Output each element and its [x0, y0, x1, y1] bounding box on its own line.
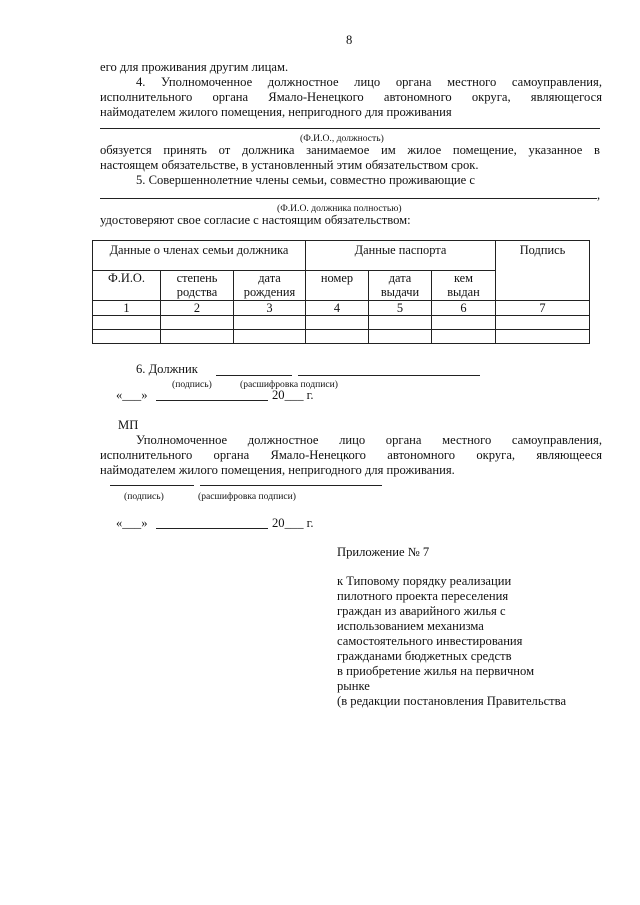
appendix-line: пилотного проекта переселения — [337, 589, 509, 603]
header-relation: степень родства — [161, 271, 234, 301]
debtor-signature-line — [216, 375, 292, 376]
appendix-line: самостоятельного инвестирования — [337, 634, 523, 648]
debtor-date-day: «___» — [116, 388, 148, 402]
table-row — [93, 330, 590, 344]
header-passport-number: номер — [306, 271, 369, 301]
header-issued-by: кем выдан — [432, 271, 496, 301]
debtor-date-year: 20___ г. — [272, 388, 314, 402]
official-decode-line — [200, 485, 382, 486]
official-signature-line — [110, 485, 194, 486]
para4-line5: настоящем обязательстве, в установленный этим обязательством срок. — [100, 158, 479, 172]
debtor-caption-signature: (подпись) — [172, 379, 212, 390]
column-number: 2 — [161, 301, 234, 316]
official-date-month-line — [156, 528, 268, 529]
official-line3: наймодателем жилого помещения, непригодного для проживания. — [100, 463, 455, 477]
official-date-year: 20___ г. — [272, 516, 314, 530]
appendix-line: к Типовому порядку реализации — [337, 574, 512, 588]
header-family-members: Данные о членах семьи должника — [93, 241, 306, 271]
header-issue-date: дата выдачи — [369, 271, 432, 301]
stamp-place-label: МП — [118, 418, 139, 432]
official-caption-signature: (подпись) — [124, 491, 164, 502]
para5-caption: (Ф.И.О. должника полностью) — [277, 203, 402, 214]
table-row — [93, 316, 590, 330]
para5-line2: удостоверяют свое согласие с настоящим обязательством: — [100, 213, 411, 227]
appendix-line: граждан из аварийного жилья с — [337, 604, 506, 618]
column-number: 5 — [369, 301, 432, 316]
official-caption-decode: (расшифровка подписи) — [198, 491, 296, 502]
para4-line2: исполнительного органа Ямало-Ненецкого автономного округа, являющегося — [100, 90, 602, 104]
column-number: 4 — [306, 301, 369, 316]
page-number: 8 — [346, 33, 353, 47]
para4-line4: обязуется принять от должника занимаемое им жилое помещение, указанное в — [100, 143, 600, 157]
header-birth-date: дата рождения — [234, 271, 306, 301]
appendix-line: гражданами бюджетных средств — [337, 649, 512, 663]
column-number: 3 — [234, 301, 306, 316]
paragraph-continuation: его для проживания другим лицам. — [100, 60, 289, 74]
header-passport-data: Данные паспорта — [306, 241, 496, 271]
appendix-title: Приложение № 7 — [337, 545, 430, 559]
column-number: 6 — [432, 301, 496, 316]
para5-line1: 5. Совершеннолетние члены семьи, совместно проживающие с — [136, 173, 475, 187]
family-members-table — [92, 240, 590, 344]
appendix-line: рынке — [337, 679, 370, 693]
debtor-caption-decode: (расшифровка подписи) — [240, 379, 338, 390]
official-line2: исполнительного органа Ямало-Ненецкого автономного округа, являющееся — [100, 448, 602, 462]
para5-comma: , — [597, 188, 601, 202]
header-fio: Ф.И.О. — [93, 271, 161, 301]
para4-caption: (Ф.И.О., должность) — [300, 133, 384, 144]
official-line1: Уполномоченное должностное лицо органа местного самоуправления, — [136, 433, 602, 447]
debtor-date-month-line — [156, 400, 268, 401]
debtor-label: 6. Должник — [136, 362, 198, 376]
debtor-name-underline — [100, 198, 597, 199]
column-number: 7 — [496, 301, 590, 316]
column-number: 1 — [93, 301, 161, 316]
appendix-line: (в редакции постановления Правительства — [337, 694, 567, 708]
appendix-line: использованием механизма — [337, 619, 484, 633]
header-signature: Подпись — [496, 241, 590, 301]
official-name-underline — [100, 128, 600, 129]
official-date-day: «___» — [116, 516, 148, 530]
debtor-decode-line — [298, 375, 480, 376]
para4-line3: наймодателем жилого помещения, непригодного для проживания — [100, 105, 452, 119]
para4-line1: 4. Уполномоченное должностное лицо органа местного самоуправления, — [136, 75, 602, 89]
appendix-line: в приобретение жилья на первичном — [337, 664, 535, 678]
